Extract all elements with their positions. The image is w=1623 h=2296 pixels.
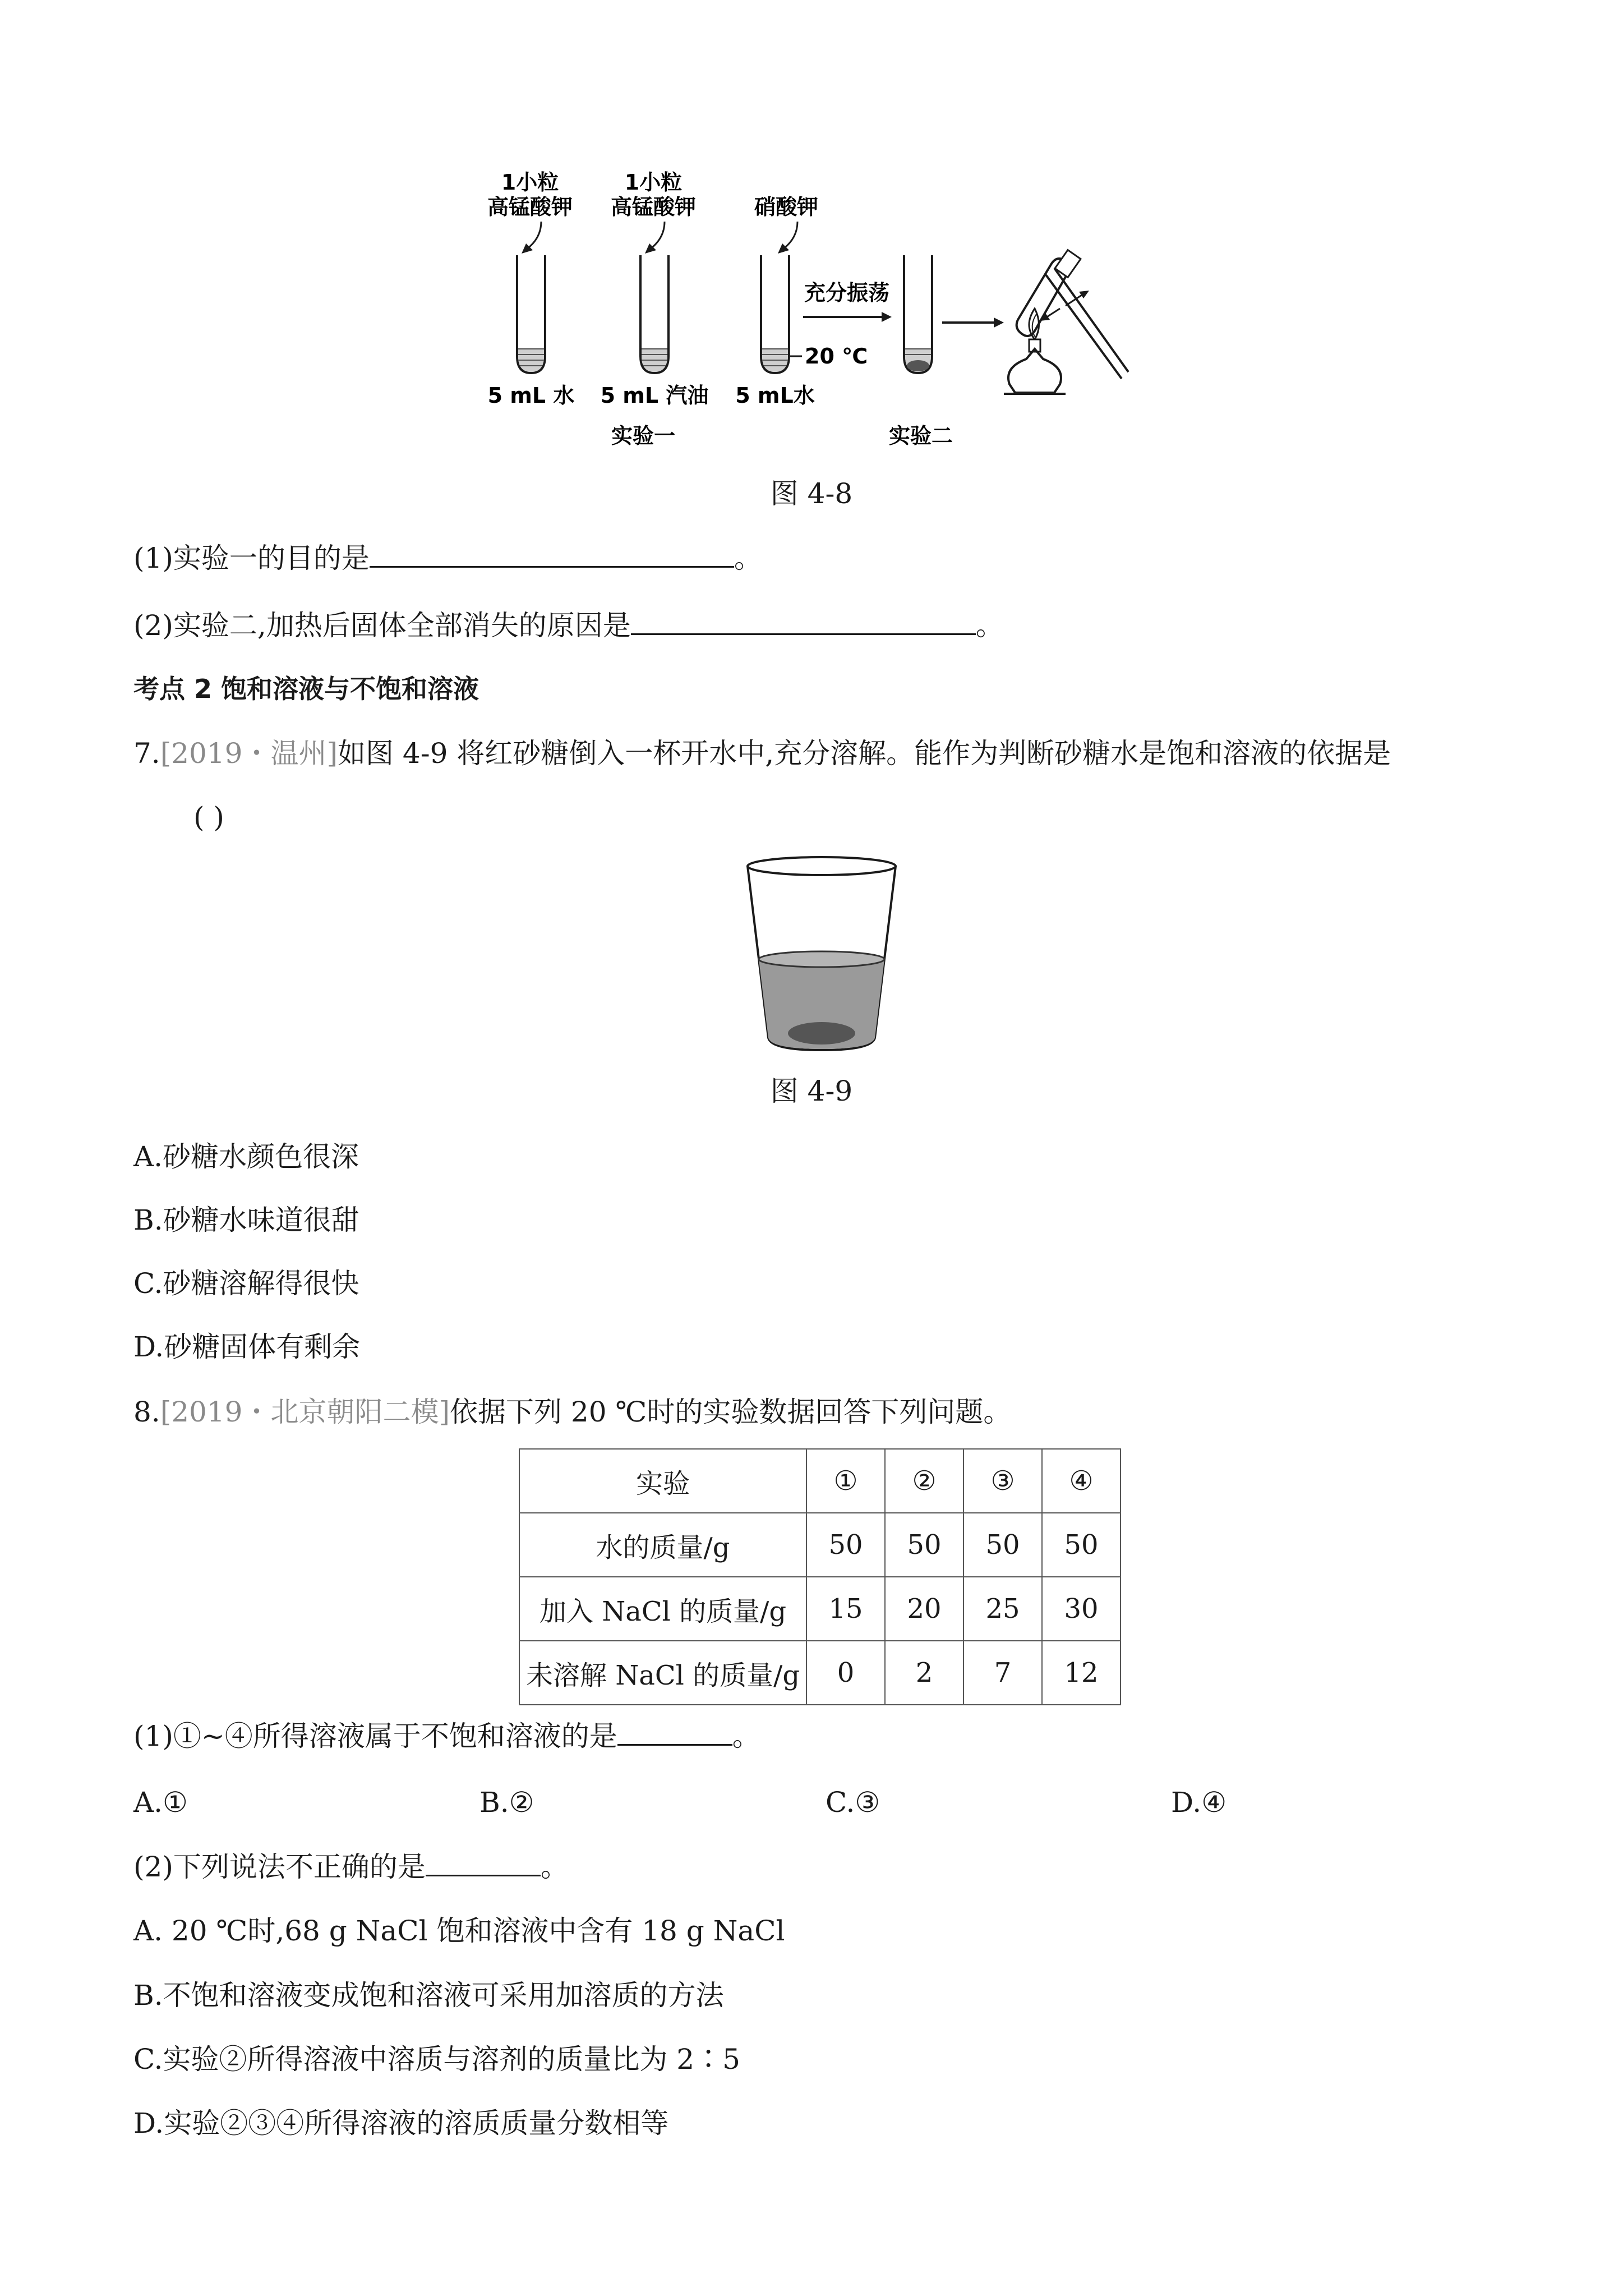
q7-source: [2019・温州]	[160, 737, 338, 770]
table-row	[519, 1577, 1121, 1641]
table-cell: 水的质量/g	[519, 1513, 806, 1577]
heated-test-tube-icon	[1017, 250, 1128, 379]
table-cell: 0	[806, 1641, 885, 1705]
tube2-label-line1: 1小粒	[624, 170, 683, 195]
table-header-cell: ②	[885, 1449, 963, 1513]
tube1-bottom-label: 5 mL 水	[487, 383, 575, 408]
tube1-label-line2: 高锰酸钾	[487, 195, 573, 219]
q8-source: [2019・北京朝阳二模]	[160, 1396, 450, 1428]
table-cell: 50	[1042, 1513, 1121, 1577]
answer-blank[interactable]	[617, 1719, 732, 1746]
tube2-bottom-label: 5 mL 汽油	[600, 383, 709, 408]
arrow-icon	[526, 222, 541, 250]
tube3-bottom-label: 5 mL水	[735, 383, 815, 408]
q6-part1-text: (1)实验一的目的是	[133, 542, 370, 574]
q6-part2-end: 。	[975, 609, 1004, 642]
experiment-1-label: 实验一	[611, 424, 676, 448]
table-cell: 2	[885, 1641, 963, 1705]
q8-sub1-option-c[interactable]: C.③	[826, 1786, 880, 1819]
section-title: 考点 2 饱和溶液与不饱和溶液	[133, 674, 479, 704]
q7-stem-text: 如图 4-9 将红砂糖倒入一杯开水中,充分溶解。能作为判断砂糖水是饱和溶液的依据是	[337, 737, 1391, 770]
q8-sub2-end: 。	[540, 1851, 569, 1883]
table-header-cell: ④	[1042, 1449, 1121, 1513]
figure-4-9-caption: 图 4-9	[770, 1075, 853, 1107]
table-cell: 15	[806, 1577, 885, 1641]
q8-sub2-option-d[interactable]: D.实验②③④所得溶液的溶质质量分数相等	[133, 2107, 669, 2139]
figure-4-8	[482, 168, 1155, 460]
q7-option-a[interactable]: A.砂糖水颜色很深	[133, 1140, 359, 1173]
table-row	[519, 1641, 1121, 1705]
undissolved-sugar-icon	[788, 1022, 855, 1045]
q8-sub2-text: (2)下列说法不正确的是	[133, 1851, 426, 1883]
answer-blank[interactable]	[426, 1850, 541, 1876]
answer-blank[interactable]	[631, 609, 976, 635]
table-cell: 7	[963, 1641, 1042, 1705]
q8-number: 8.	[133, 1396, 160, 1428]
table-cell: 30	[1042, 1577, 1121, 1641]
q8-sub2	[133, 1850, 569, 1884]
q8-stem	[133, 1395, 1011, 1429]
q6-part2-text: (2)实验二,加热后固体全部消失的原因是	[133, 609, 631, 642]
q8-sub1-option-d[interactable]: D.④	[1171, 1786, 1227, 1819]
shake-label: 充分振荡	[804, 280, 890, 305]
answer-blank[interactable]	[370, 541, 734, 568]
table-cell: 25	[963, 1577, 1042, 1641]
q7-stem	[133, 737, 1391, 770]
q6-part2	[133, 609, 1004, 642]
table-cell: 12	[1042, 1641, 1121, 1705]
beaker-rim-icon	[748, 857, 896, 875]
tube3-label: 硝酸钾	[754, 195, 819, 219]
table-header-cell: ③	[963, 1449, 1042, 1513]
alcohol-lamp-icon	[1004, 309, 1066, 394]
q8-sub2-option-b[interactable]: B.不饱和溶液变成饱和溶液可采用加溶质的方法	[133, 1979, 724, 2012]
figure-4-8-caption: 图 4-8	[770, 477, 853, 510]
table-row	[519, 1513, 1121, 1577]
q7-option-d[interactable]: D.砂糖固体有剩余	[133, 1331, 361, 1363]
q7-answer-paren[interactable]: ( )	[193, 801, 224, 834]
q8-stem-text: 依据下列 20 ℃时的实验数据回答下列问题。	[449, 1396, 1012, 1428]
q7-number: 7.	[133, 737, 160, 770]
table-header-cell: ①	[806, 1449, 885, 1513]
q8-data-table	[519, 1448, 1121, 1705]
table-cell: 50	[806, 1513, 885, 1577]
q6-part1-end: 。	[734, 542, 762, 574]
q6-part1	[133, 541, 762, 575]
q8-sub1-text: (1)①~④所得溶液属于不饱和溶液的是	[133, 1720, 617, 1752]
figure-4-9	[740, 853, 903, 1060]
arrow-icon	[649, 222, 665, 250]
table-cell: 20	[885, 1577, 963, 1641]
arrow-icon	[782, 222, 797, 250]
table-cell: 50	[885, 1513, 963, 1577]
q8-sub1-end: 。	[732, 1720, 760, 1752]
table-cell: 50	[963, 1513, 1042, 1577]
q8-sub1	[133, 1719, 760, 1753]
q8-sub1-option-a[interactable]: A.①	[133, 1786, 188, 1819]
table-cell: 加入 NaCl 的质量/g	[519, 1577, 806, 1641]
experiment-2-label: 实验二	[888, 424, 953, 448]
table-cell: 未溶解 NaCl 的质量/g	[519, 1641, 806, 1705]
q8-sub2-option-a[interactable]: A. 20 ℃时,68 g NaCl 饱和溶液中含有 18 g NaCl	[133, 1915, 785, 1947]
tube2-label-line2: 高锰酸钾	[610, 195, 697, 219]
q8-sub1-option-b[interactable]: B.②	[479, 1786, 534, 1819]
table-header-cell: 实验	[519, 1449, 806, 1513]
tube1-label-line1: 1小粒	[501, 170, 559, 195]
q7-option-c[interactable]: C.砂糖溶解得很快	[133, 1267, 359, 1300]
table-row	[519, 1449, 1121, 1513]
q7-option-b[interactable]: B.砂糖水味道很甜	[133, 1204, 359, 1236]
q8-sub2-option-c[interactable]: C.实验②所得溶液中溶质与溶剂的质量比为 2∶5	[133, 2043, 740, 2076]
temp-label: 20 ℃	[805, 344, 868, 369]
